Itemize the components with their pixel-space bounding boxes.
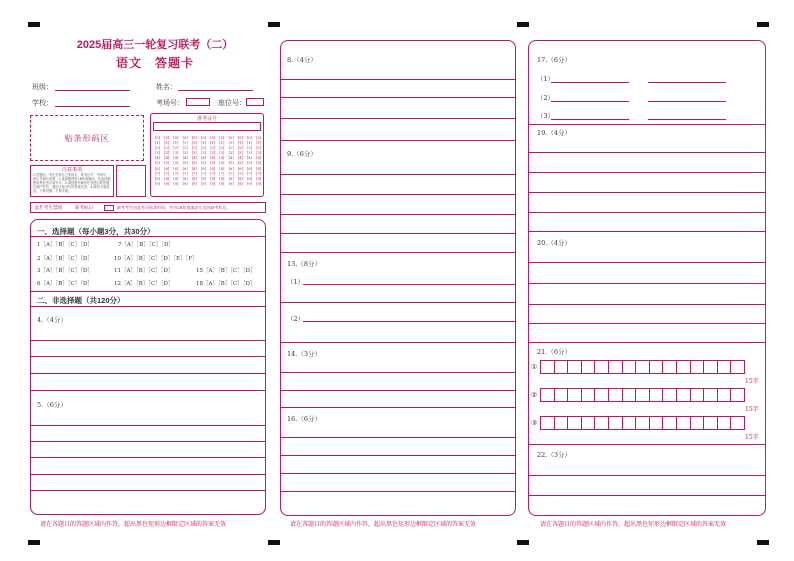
mcq-row[interactable]: 12［A］［B］［C］［D］	[114, 281, 174, 287]
question-13-part2: （2）	[287, 315, 305, 323]
exam-id-digit-column[interactable]: [0] [1] [2] [3] [4] [5] [6] [7] [8] [9]	[210, 136, 216, 186]
character-cell[interactable]	[622, 360, 637, 374]
question-17-part2: （2）	[537, 94, 555, 102]
exam-id-digit-column[interactable]: [0] [1] [2] [3] [4] [5] [6] [7] [8] [9]	[201, 136, 206, 186]
answer-line[interactable]	[31, 457, 265, 458]
answer-line[interactable]	[281, 174, 515, 175]
answer-line[interactable]	[31, 340, 265, 341]
name-label: 姓名：	[156, 83, 177, 91]
answer-line[interactable]	[529, 283, 765, 284]
character-cell[interactable]	[608, 360, 623, 374]
answer-line[interactable]	[529, 152, 765, 153]
answer-line[interactable]	[648, 82, 726, 83]
answer-line[interactable]	[281, 194, 515, 195]
character-cell[interactable]	[581, 416, 596, 430]
footer-note: 请在各题目的答题区域内作答，超出黑色矩形边框限定区域的答案无效	[40, 521, 227, 528]
answer-line[interactable]	[303, 284, 515, 285]
section1-title: 一、选择题（每小题3分，共30分）	[37, 227, 155, 236]
question-17-part1: （1）	[537, 75, 555, 83]
character-cell[interactable]	[622, 388, 637, 402]
absent-note: 缺考考生由监考员贴条形码，并用2B铅笔填涂左边的缺考标记。	[117, 205, 231, 210]
question-22-label: 22.（3分）	[537, 451, 571, 459]
answer-line[interactable]	[529, 262, 765, 263]
question-21-mark-2: ②	[531, 391, 538, 399]
timing-mark	[517, 540, 529, 545]
question-17-part3: （3）	[537, 112, 555, 120]
mcq-row[interactable]: 7［A］［B］［C］［D］	[118, 242, 174, 248]
character-cell[interactable]	[717, 360, 732, 374]
question-8-label: 8.（4分）	[287, 56, 317, 64]
middle-answer-box	[280, 40, 516, 516]
character-cell[interactable]	[608, 388, 623, 402]
answer-line[interactable]	[529, 323, 765, 324]
answer-line[interactable]	[281, 491, 515, 492]
answer-line[interactable]	[31, 356, 265, 357]
timing-mark	[757, 540, 769, 545]
answer-line[interactable]	[529, 304, 765, 305]
character-cell[interactable]	[554, 388, 569, 402]
exam-id-digit-column[interactable]: [0] [1] [2] [3] [4] [5] [6] [7] [8] [9]	[191, 136, 197, 186]
answer-line[interactable]	[529, 192, 765, 193]
exam-id-digit-column[interactable]: [0] [1] [2] [3] [4] [5] [6] [7] [8] [9]	[237, 136, 243, 186]
class-label: 班级：	[32, 83, 53, 91]
sample-fill-box	[116, 165, 146, 197]
barcode-area	[30, 115, 144, 161]
character-cell[interactable]	[717, 388, 732, 402]
answer-line[interactable]	[31, 373, 265, 374]
answer-line[interactable]	[31, 490, 265, 491]
character-cell[interactable]	[703, 416, 718, 430]
timing-mark	[268, 540, 280, 545]
question-21-mark-1: ①	[531, 363, 538, 371]
character-cell[interactable]	[676, 388, 691, 402]
answer-line[interactable]	[303, 321, 515, 322]
exam-id-digit-column[interactable]: [0] [1] [2] [3] [4] [5] [6] [7] [8] [9]	[155, 136, 160, 186]
answer-line[interactable]	[31, 425, 265, 426]
character-cell[interactable]	[676, 416, 691, 430]
character-cell[interactable]	[554, 416, 569, 430]
footer-note: 请在各题目的答题区域内作答，超出黑色矩形边框限定区域的答案无效	[540, 521, 727, 528]
mcq-row[interactable]: 2［A］［B］［C］［D］	[37, 256, 93, 262]
answer-line[interactable]	[529, 495, 765, 496]
mcq-row[interactable]: 15［A］［B］［C］［D］	[196, 268, 256, 274]
word-count-label: 15字	[745, 378, 759, 385]
answer-line[interactable]	[281, 455, 515, 456]
class-field[interactable]	[55, 90, 130, 91]
exam-id-label: 准考证号	[196, 116, 217, 122]
character-cell[interactable]	[662, 388, 677, 402]
character-cell[interactable]	[635, 416, 650, 430]
character-cell[interactable]	[567, 388, 582, 402]
answer-line[interactable]	[281, 97, 515, 98]
character-cell[interactable]	[730, 388, 745, 402]
mcq-row[interactable]: 3［A］［B］［C］［D］	[37, 268, 93, 274]
absent-row	[30, 202, 266, 213]
character-cell[interactable]	[567, 416, 582, 430]
exam-id-digit-column[interactable]: [0] [1] [2] [3] [4] [5] [6] [7] [8] [9]	[164, 136, 170, 186]
answer-line[interactable]	[551, 82, 629, 83]
exam-title: 2025届高三一轮复习联考（二）	[76, 39, 234, 51]
exam-id-write-row[interactable]	[153, 122, 261, 131]
character-cell[interactable]	[730, 416, 745, 430]
subject-title: 语文 答题卡	[115, 56, 194, 70]
character-cell[interactable]	[690, 388, 705, 402]
character-cell[interactable]	[690, 360, 705, 374]
exam-id-digit-column[interactable]: [0] [1] [2] [3] [4] [5] [6] [7] [8] [9]	[247, 136, 252, 186]
timing-mark	[757, 22, 769, 27]
question-21-mark-3: ③	[531, 419, 538, 427]
character-cell[interactable]	[594, 416, 609, 430]
room-field[interactable]	[186, 98, 210, 106]
answer-line[interactable]	[281, 473, 515, 474]
character-cell[interactable]	[594, 388, 609, 402]
character-cell[interactable]	[676, 360, 691, 374]
notice-title: 注意事项	[61, 167, 82, 173]
absent-mark-label: 缺考标记	[75, 206, 93, 211]
character-cell[interactable]	[662, 360, 677, 374]
character-grid[interactable]	[540, 416, 744, 430]
question-20-label: 20.（4分）	[537, 239, 571, 247]
question-9-label: 9.（6分）	[287, 150, 317, 158]
barcode-area-label: 贴条形码区	[64, 134, 110, 143]
character-cell[interactable]	[649, 388, 664, 402]
answer-line[interactable]	[281, 79, 515, 80]
question-13-part1: （1）	[287, 278, 305, 286]
question-21-label: 21.（6分）	[537, 348, 571, 356]
character-cell[interactable]	[717, 416, 732, 430]
section2-title: 二、非选择题（共120分）	[37, 296, 125, 305]
character-cell[interactable]	[554, 360, 569, 374]
character-cell[interactable]	[635, 388, 650, 402]
character-grid[interactable]	[540, 388, 744, 402]
character-cell[interactable]	[649, 416, 664, 430]
timing-mark	[28, 540, 40, 545]
absent-mark-bubble[interactable]	[104, 205, 114, 211]
mcq-row[interactable]: 10［A］［B］［C］［D］［E］［F］	[114, 256, 198, 262]
exam-id-digit-column[interactable]: [0] [1] [2] [3] [4] [5] [6] [7] [8] [9]	[173, 136, 179, 186]
question-13-label: 13.（8分）	[287, 260, 321, 268]
character-cell[interactable]	[690, 416, 705, 430]
notice-text: 1.答题前，考生先将自己的姓名、准考证号、考场号、座位号填写清楚。2.选择题使用2B铅笔填涂，非选择题使用黑色签字笔书写。3.请按题号顺序在各题目的答题区域内作答，超出区域书写的答案无效。4.保持卡面清洁，不要折叠、不要弄破。	[33, 173, 111, 193]
question-16-label: 16.（6分）	[287, 415, 321, 423]
character-cell[interactable]	[649, 360, 664, 374]
timing-mark	[517, 22, 529, 27]
answer-line[interactable]	[31, 474, 265, 475]
absent-forbidden-label: 此栏考生禁填	[35, 206, 62, 211]
character-cell[interactable]	[540, 360, 555, 374]
character-cell[interactable]	[540, 388, 555, 402]
mcq-row[interactable]: 1［A］［B］［C］［D］	[37, 242, 93, 248]
mcq-row[interactable]: 11［A］［B］［C］［D］	[114, 268, 174, 274]
character-cell[interactable]	[594, 360, 609, 374]
character-cell[interactable]	[581, 388, 596, 402]
answer-line[interactable]	[281, 233, 515, 234]
character-cell[interactable]	[730, 360, 745, 374]
exam-id-digit-column[interactable]: [0] [1] [2] [3] [4] [5] [6] [7] [8] [9]	[256, 136, 262, 186]
exam-id-digit-column[interactable]: [0] [1] [2] [3] [4] [5] [6] [7] [8] [9]	[219, 136, 225, 186]
seat-label: 座位号：	[218, 99, 246, 107]
footer-note: 请在各题目的答题区域内作答，超出黑色矩形边框限定区域的答案无效	[290, 521, 477, 528]
answer-line[interactable]	[281, 214, 515, 215]
character-cell[interactable]	[703, 388, 718, 402]
timing-mark	[268, 22, 280, 27]
answer-line[interactable]	[281, 390, 515, 391]
answer-line[interactable]	[281, 118, 515, 119]
character-cell[interactable]	[703, 360, 718, 374]
exam-id-digit-column[interactable]: [0] [1] [2] [3] [4] [5] [6] [7] [8] [9]	[182, 136, 188, 186]
answer-line[interactable]	[31, 441, 265, 442]
character-cell[interactable]	[662, 416, 677, 430]
answer-line[interactable]	[529, 212, 765, 213]
answer-line[interactable]	[529, 172, 765, 173]
school-label: 学校：	[32, 99, 53, 107]
notice-box	[30, 165, 114, 197]
name-field[interactable]	[178, 90, 253, 91]
character-cell[interactable]	[540, 416, 555, 430]
answer-line[interactable]	[648, 101, 726, 102]
character-cell[interactable]	[622, 416, 637, 430]
answer-line[interactable]	[648, 119, 726, 120]
word-count-label: 15字	[745, 406, 759, 413]
question-4-label: 4.（4分）	[37, 316, 67, 324]
word-count-label: 15字	[745, 434, 759, 441]
question-14-label: 14.（3分）	[287, 350, 321, 358]
timing-mark	[28, 22, 40, 27]
answer-line[interactable]	[281, 302, 515, 303]
character-grid[interactable]	[540, 360, 744, 374]
seat-field[interactable]	[246, 98, 264, 106]
left-answer-box	[30, 219, 266, 515]
character-cell[interactable]	[635, 360, 650, 374]
answer-line[interactable]	[281, 437, 515, 438]
mcq-row[interactable]: 18［A］［B］［C］［D］	[196, 281, 256, 287]
exam-id-digit-column[interactable]: [0] [1] [2] [3] [4] [5] [6] [7] [8] [9]	[228, 136, 234, 186]
answer-line[interactable]	[551, 119, 629, 120]
character-cell[interactable]	[567, 360, 582, 374]
answer-line[interactable]	[551, 101, 629, 102]
question-19-label: 19.（4分）	[537, 129, 571, 137]
character-cell[interactable]	[581, 360, 596, 374]
answer-line[interactable]	[281, 372, 515, 373]
school-field[interactable]	[55, 106, 130, 107]
question-17-label: 17.（6分）	[537, 56, 571, 64]
character-cell[interactable]	[608, 416, 623, 430]
question-5-label: 5.（6分）	[37, 401, 67, 409]
room-label: 考场号：	[156, 99, 184, 107]
mcq-row[interactable]: 6［A］［B］［C］［D］	[37, 281, 93, 287]
answer-line[interactable]	[529, 475, 765, 476]
